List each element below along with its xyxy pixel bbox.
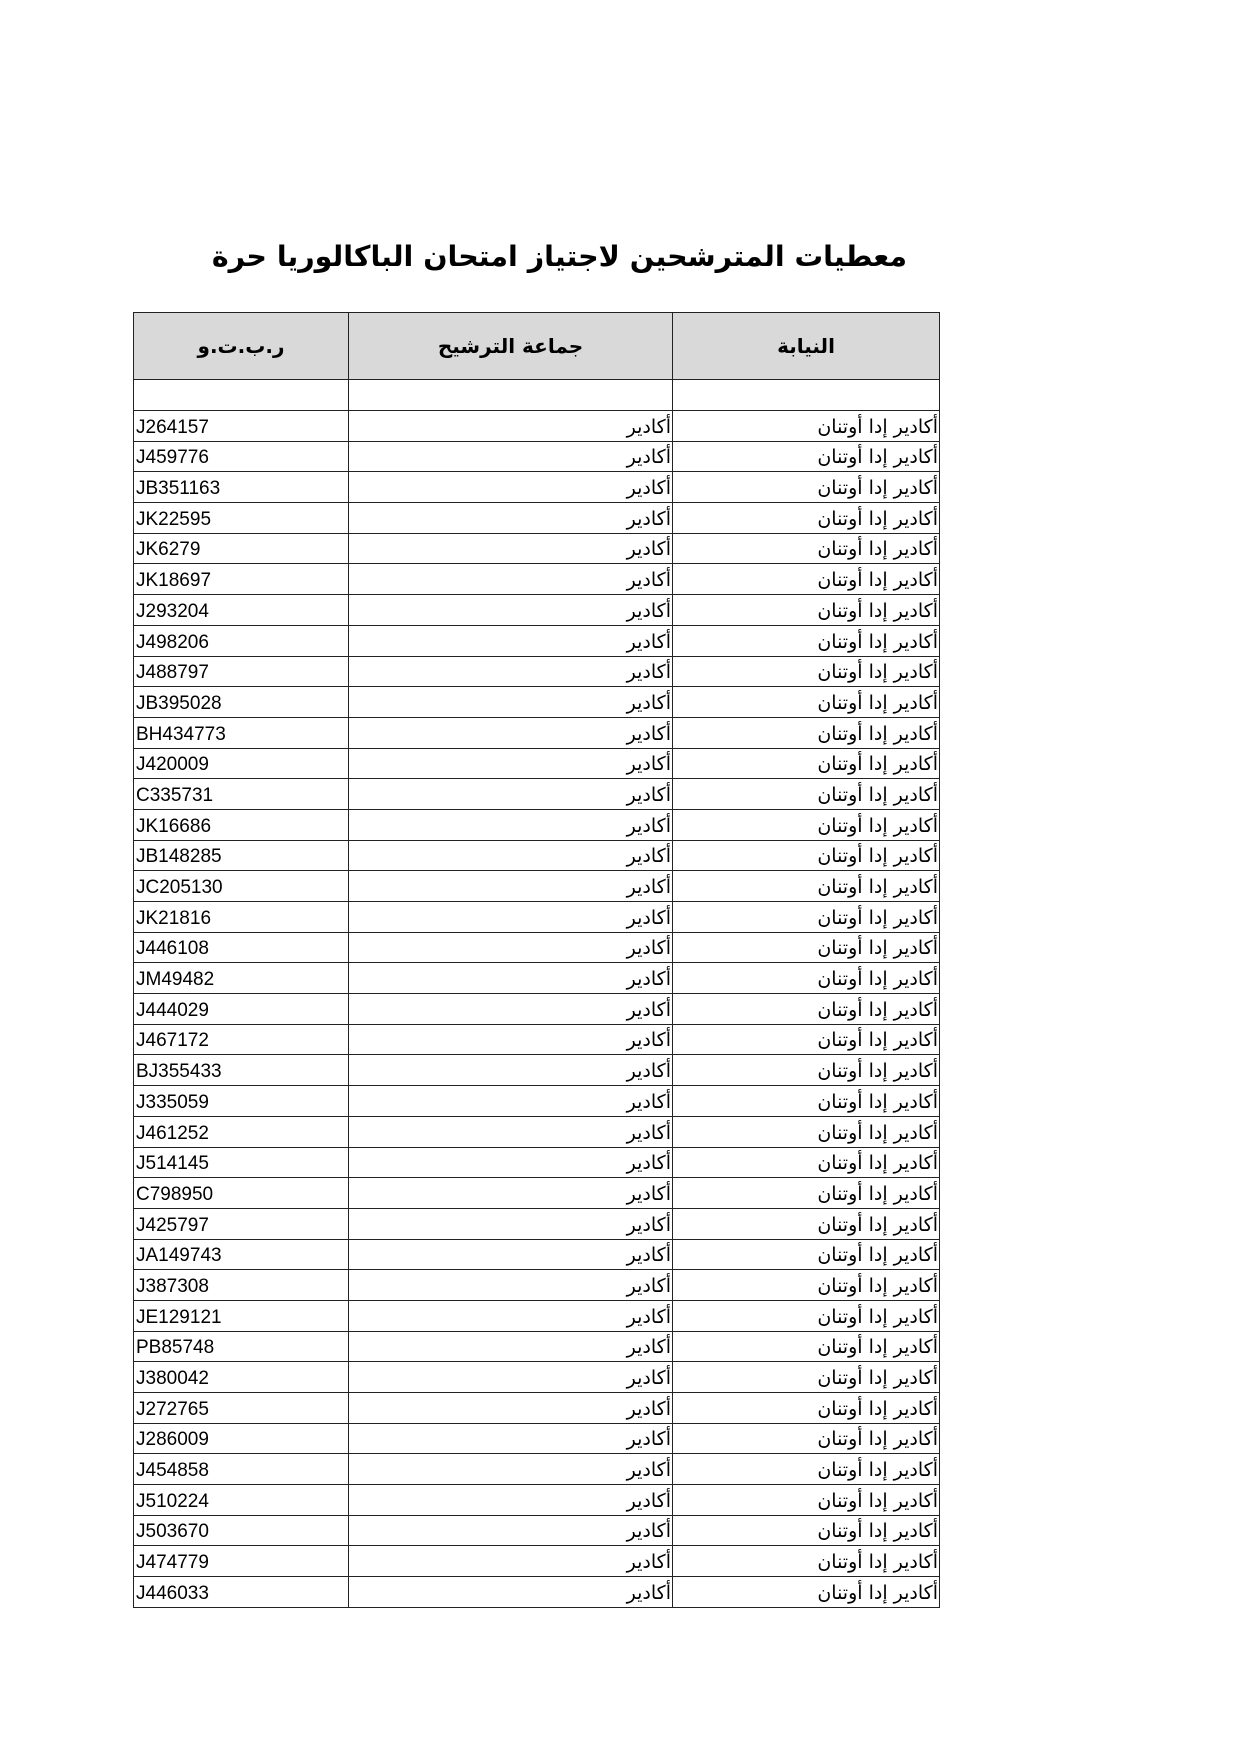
table-row	[134, 472, 940, 503]
cell-directorate: أكادير إدا أوتنان	[673, 411, 940, 442]
cell-id: BJ355433	[134, 1055, 349, 1086]
table-row	[134, 840, 940, 871]
table-row	[134, 1546, 940, 1577]
cell-id: JK18697	[134, 564, 349, 595]
cell-group: أكادير	[349, 932, 673, 963]
cell-group: أكادير	[349, 1270, 673, 1301]
cell-group: أكادير	[349, 503, 673, 534]
table-row	[134, 1055, 940, 1086]
table-row	[134, 1331, 940, 1362]
cell-id: J474779	[134, 1546, 349, 1577]
table-row	[134, 932, 940, 963]
cell-group: أكادير	[349, 1515, 673, 1546]
table-row	[134, 564, 940, 595]
cell-id: J503670	[134, 1515, 349, 1546]
cell-id: C335731	[134, 779, 349, 810]
cell-id: J461252	[134, 1116, 349, 1147]
table-row	[134, 687, 940, 718]
cell-group: أكادير	[349, 748, 673, 779]
cell-directorate: أكادير إدا أوتنان	[673, 1423, 940, 1454]
cell-id: PB85748	[134, 1331, 349, 1362]
table-row	[134, 533, 940, 564]
cell-group: أكادير	[349, 656, 673, 687]
cell-group: أكادير	[349, 687, 673, 718]
cell-id: JE129121	[134, 1300, 349, 1331]
cell-group: أكادير	[349, 472, 673, 503]
cell-id: BH434773	[134, 717, 349, 748]
candidates-table	[133, 312, 940, 1608]
cell-group: أكادير	[349, 1485, 673, 1516]
table-row	[134, 1393, 940, 1424]
cell-group: أكادير	[349, 1393, 673, 1424]
cell-id: J459776	[134, 441, 349, 472]
cell-directorate: أكادير إدا أوتنان	[673, 840, 940, 871]
cell-directorate: أكادير إدا أوتنان	[673, 871, 940, 902]
cell-id: J514145	[134, 1147, 349, 1178]
table-row	[134, 902, 940, 933]
table-row	[134, 625, 940, 656]
cell-id: JC205130	[134, 871, 349, 902]
cell-directorate: أكادير إدا أوتنان	[673, 503, 940, 534]
cell-directorate: أكادير إدا أوتنان	[673, 1270, 940, 1301]
cell-group: أكادير	[349, 625, 673, 656]
page-title-container	[133, 236, 911, 278]
table-row	[134, 411, 940, 442]
cell-group: أكادير	[349, 411, 673, 442]
cell-group: أكادير	[349, 963, 673, 994]
table-row	[134, 1116, 940, 1147]
header-group: جماعة الترشيح	[349, 313, 673, 380]
table-row	[134, 1086, 940, 1117]
header-id: ر.ب.ت.و	[134, 313, 349, 380]
cell-group: أكادير	[349, 533, 673, 564]
cell-directorate: أكادير إدا أوتنان	[673, 809, 940, 840]
cell-id: J293204	[134, 595, 349, 626]
cell-id: JK21816	[134, 902, 349, 933]
cell-id: J454858	[134, 1454, 349, 1485]
page-title: معطيات المترشحين لاجتياز امتحان الباكالوريا حرة	[211, 240, 907, 273]
cell-group: أكادير	[349, 871, 673, 902]
table-row	[134, 1024, 940, 1055]
table-row	[134, 1454, 940, 1485]
cell-directorate: أكادير إدا أوتنان	[673, 625, 940, 656]
table-header-row	[134, 313, 940, 380]
table-row	[134, 656, 940, 687]
cell-id: J446033	[134, 1577, 349, 1608]
cell-directorate: أكادير إدا أوتنان	[673, 1178, 940, 1209]
cell-directorate: أكادير إدا أوتنان	[673, 1454, 940, 1485]
cell-id: J444029	[134, 994, 349, 1025]
table-row	[134, 1577, 940, 1608]
cell-group: أكادير	[349, 717, 673, 748]
cell-group: أكادير	[349, 595, 673, 626]
cell-group: أكادير	[349, 1546, 673, 1577]
cell-directorate: أكادير إدا أوتنان	[673, 902, 940, 933]
cell-group: أكادير	[349, 1208, 673, 1239]
cell-group: أكادير	[349, 441, 673, 472]
cell-directorate: أكادير إدا أوتنان	[673, 963, 940, 994]
empty-cell	[349, 380, 673, 411]
cell-group: أكادير	[349, 1055, 673, 1086]
empty-row	[134, 380, 940, 411]
cell-directorate: أكادير إدا أوتنان	[673, 687, 940, 718]
table-row	[134, 595, 940, 626]
cell-directorate: أكادير إدا أوتنان	[673, 533, 940, 564]
cell-id: J498206	[134, 625, 349, 656]
cell-directorate: أكادير إدا أوتنان	[673, 1546, 940, 1577]
table-row	[134, 441, 940, 472]
cell-group: أكادير	[349, 994, 673, 1025]
table-row	[134, 1362, 940, 1393]
table-row	[134, 1270, 940, 1301]
cell-group: أكادير	[349, 564, 673, 595]
cell-directorate: أكادير إدا أوتنان	[673, 1116, 940, 1147]
cell-group: أكادير	[349, 1300, 673, 1331]
table-row	[134, 1485, 940, 1516]
cell-directorate: أكادير إدا أوتنان	[673, 1393, 940, 1424]
cell-directorate: أكادير إدا أوتنان	[673, 1362, 940, 1393]
cell-directorate: أكادير إدا أوتنان	[673, 1485, 940, 1516]
table-row	[134, 871, 940, 902]
empty-cell	[134, 380, 349, 411]
table-row	[134, 1147, 940, 1178]
table-row	[134, 994, 940, 1025]
cell-id: JK16686	[134, 809, 349, 840]
cell-group: أكادير	[349, 1178, 673, 1209]
empty-cell	[673, 380, 940, 411]
table-row	[134, 963, 940, 994]
cell-id: JM49482	[134, 963, 349, 994]
cell-id: JB395028	[134, 687, 349, 718]
cell-id: J272765	[134, 1393, 349, 1424]
cell-directorate: أكادير إدا أوتنان	[673, 1147, 940, 1178]
cell-id: JB351163	[134, 472, 349, 503]
cell-id: J467172	[134, 1024, 349, 1055]
table-body	[134, 380, 940, 1608]
cell-directorate: أكادير إدا أوتنان	[673, 1331, 940, 1362]
cell-id: J286009	[134, 1423, 349, 1454]
cell-id: J488797	[134, 656, 349, 687]
cell-id: J510224	[134, 1485, 349, 1516]
cell-id: JK22595	[134, 503, 349, 534]
table-row	[134, 1208, 940, 1239]
cell-directorate: أكادير إدا أوتنان	[673, 1515, 940, 1546]
table-row	[134, 1300, 940, 1331]
cell-directorate: أكادير إدا أوتنان	[673, 1239, 940, 1270]
table-row	[134, 717, 940, 748]
cell-directorate: أكادير إدا أوتنان	[673, 441, 940, 472]
cell-group: أكادير	[349, 1116, 673, 1147]
cell-group: أكادير	[349, 1577, 673, 1608]
table-row	[134, 1178, 940, 1209]
cell-directorate: أكادير إدا أوتنان	[673, 656, 940, 687]
cell-id: JK6279	[134, 533, 349, 564]
table-row	[134, 809, 940, 840]
cell-group: أكادير	[349, 1331, 673, 1362]
cell-id: C798950	[134, 1178, 349, 1209]
cell-directorate: أكادير إدا أوتنان	[673, 1577, 940, 1608]
cell-directorate: أكادير إدا أوتنان	[673, 1300, 940, 1331]
cell-group: أكادير	[349, 1086, 673, 1117]
table-row	[134, 503, 940, 534]
header-directorate: النيابة	[673, 313, 940, 380]
table-row	[134, 748, 940, 779]
cell-group: أكادير	[349, 1147, 673, 1178]
cell-id: J387308	[134, 1270, 349, 1301]
cell-directorate: أكادير إدا أوتنان	[673, 779, 940, 810]
cell-id: J420009	[134, 748, 349, 779]
cell-id: JB148285	[134, 840, 349, 871]
cell-group: أكادير	[349, 1239, 673, 1270]
cell-id: J446108	[134, 932, 349, 963]
cell-group: أكادير	[349, 1024, 673, 1055]
cell-id: J264157	[134, 411, 349, 442]
cell-group: أكادير	[349, 809, 673, 840]
cell-group: أكادير	[349, 902, 673, 933]
cell-directorate: أكادير إدا أوتنان	[673, 595, 940, 626]
table-row	[134, 1239, 940, 1270]
cell-id: J380042	[134, 1362, 349, 1393]
cell-directorate: أكادير إدا أوتنان	[673, 1024, 940, 1055]
table-row	[134, 779, 940, 810]
cell-group: أكادير	[349, 779, 673, 810]
cell-directorate: أكادير إدا أوتنان	[673, 1055, 940, 1086]
cell-group: أكادير	[349, 840, 673, 871]
cell-directorate: أكادير إدا أوتنان	[673, 1086, 940, 1117]
cell-directorate: أكادير إدا أوتنان	[673, 472, 940, 503]
cell-directorate: أكادير إدا أوتنان	[673, 748, 940, 779]
cell-directorate: أكادير إدا أوتنان	[673, 994, 940, 1025]
cell-directorate: أكادير إدا أوتنان	[673, 717, 940, 748]
cell-id: J335059	[134, 1086, 349, 1117]
cell-id: J425797	[134, 1208, 349, 1239]
table-row	[134, 1423, 940, 1454]
cell-group: أكادير	[349, 1362, 673, 1393]
table-row	[134, 1515, 940, 1546]
cell-directorate: أكادير إدا أوتنان	[673, 564, 940, 595]
cell-directorate: أكادير إدا أوتنان	[673, 932, 940, 963]
cell-group: أكادير	[349, 1454, 673, 1485]
cell-id: JA149743	[134, 1239, 349, 1270]
cell-group: أكادير	[349, 1423, 673, 1454]
cell-directorate: أكادير إدا أوتنان	[673, 1208, 940, 1239]
